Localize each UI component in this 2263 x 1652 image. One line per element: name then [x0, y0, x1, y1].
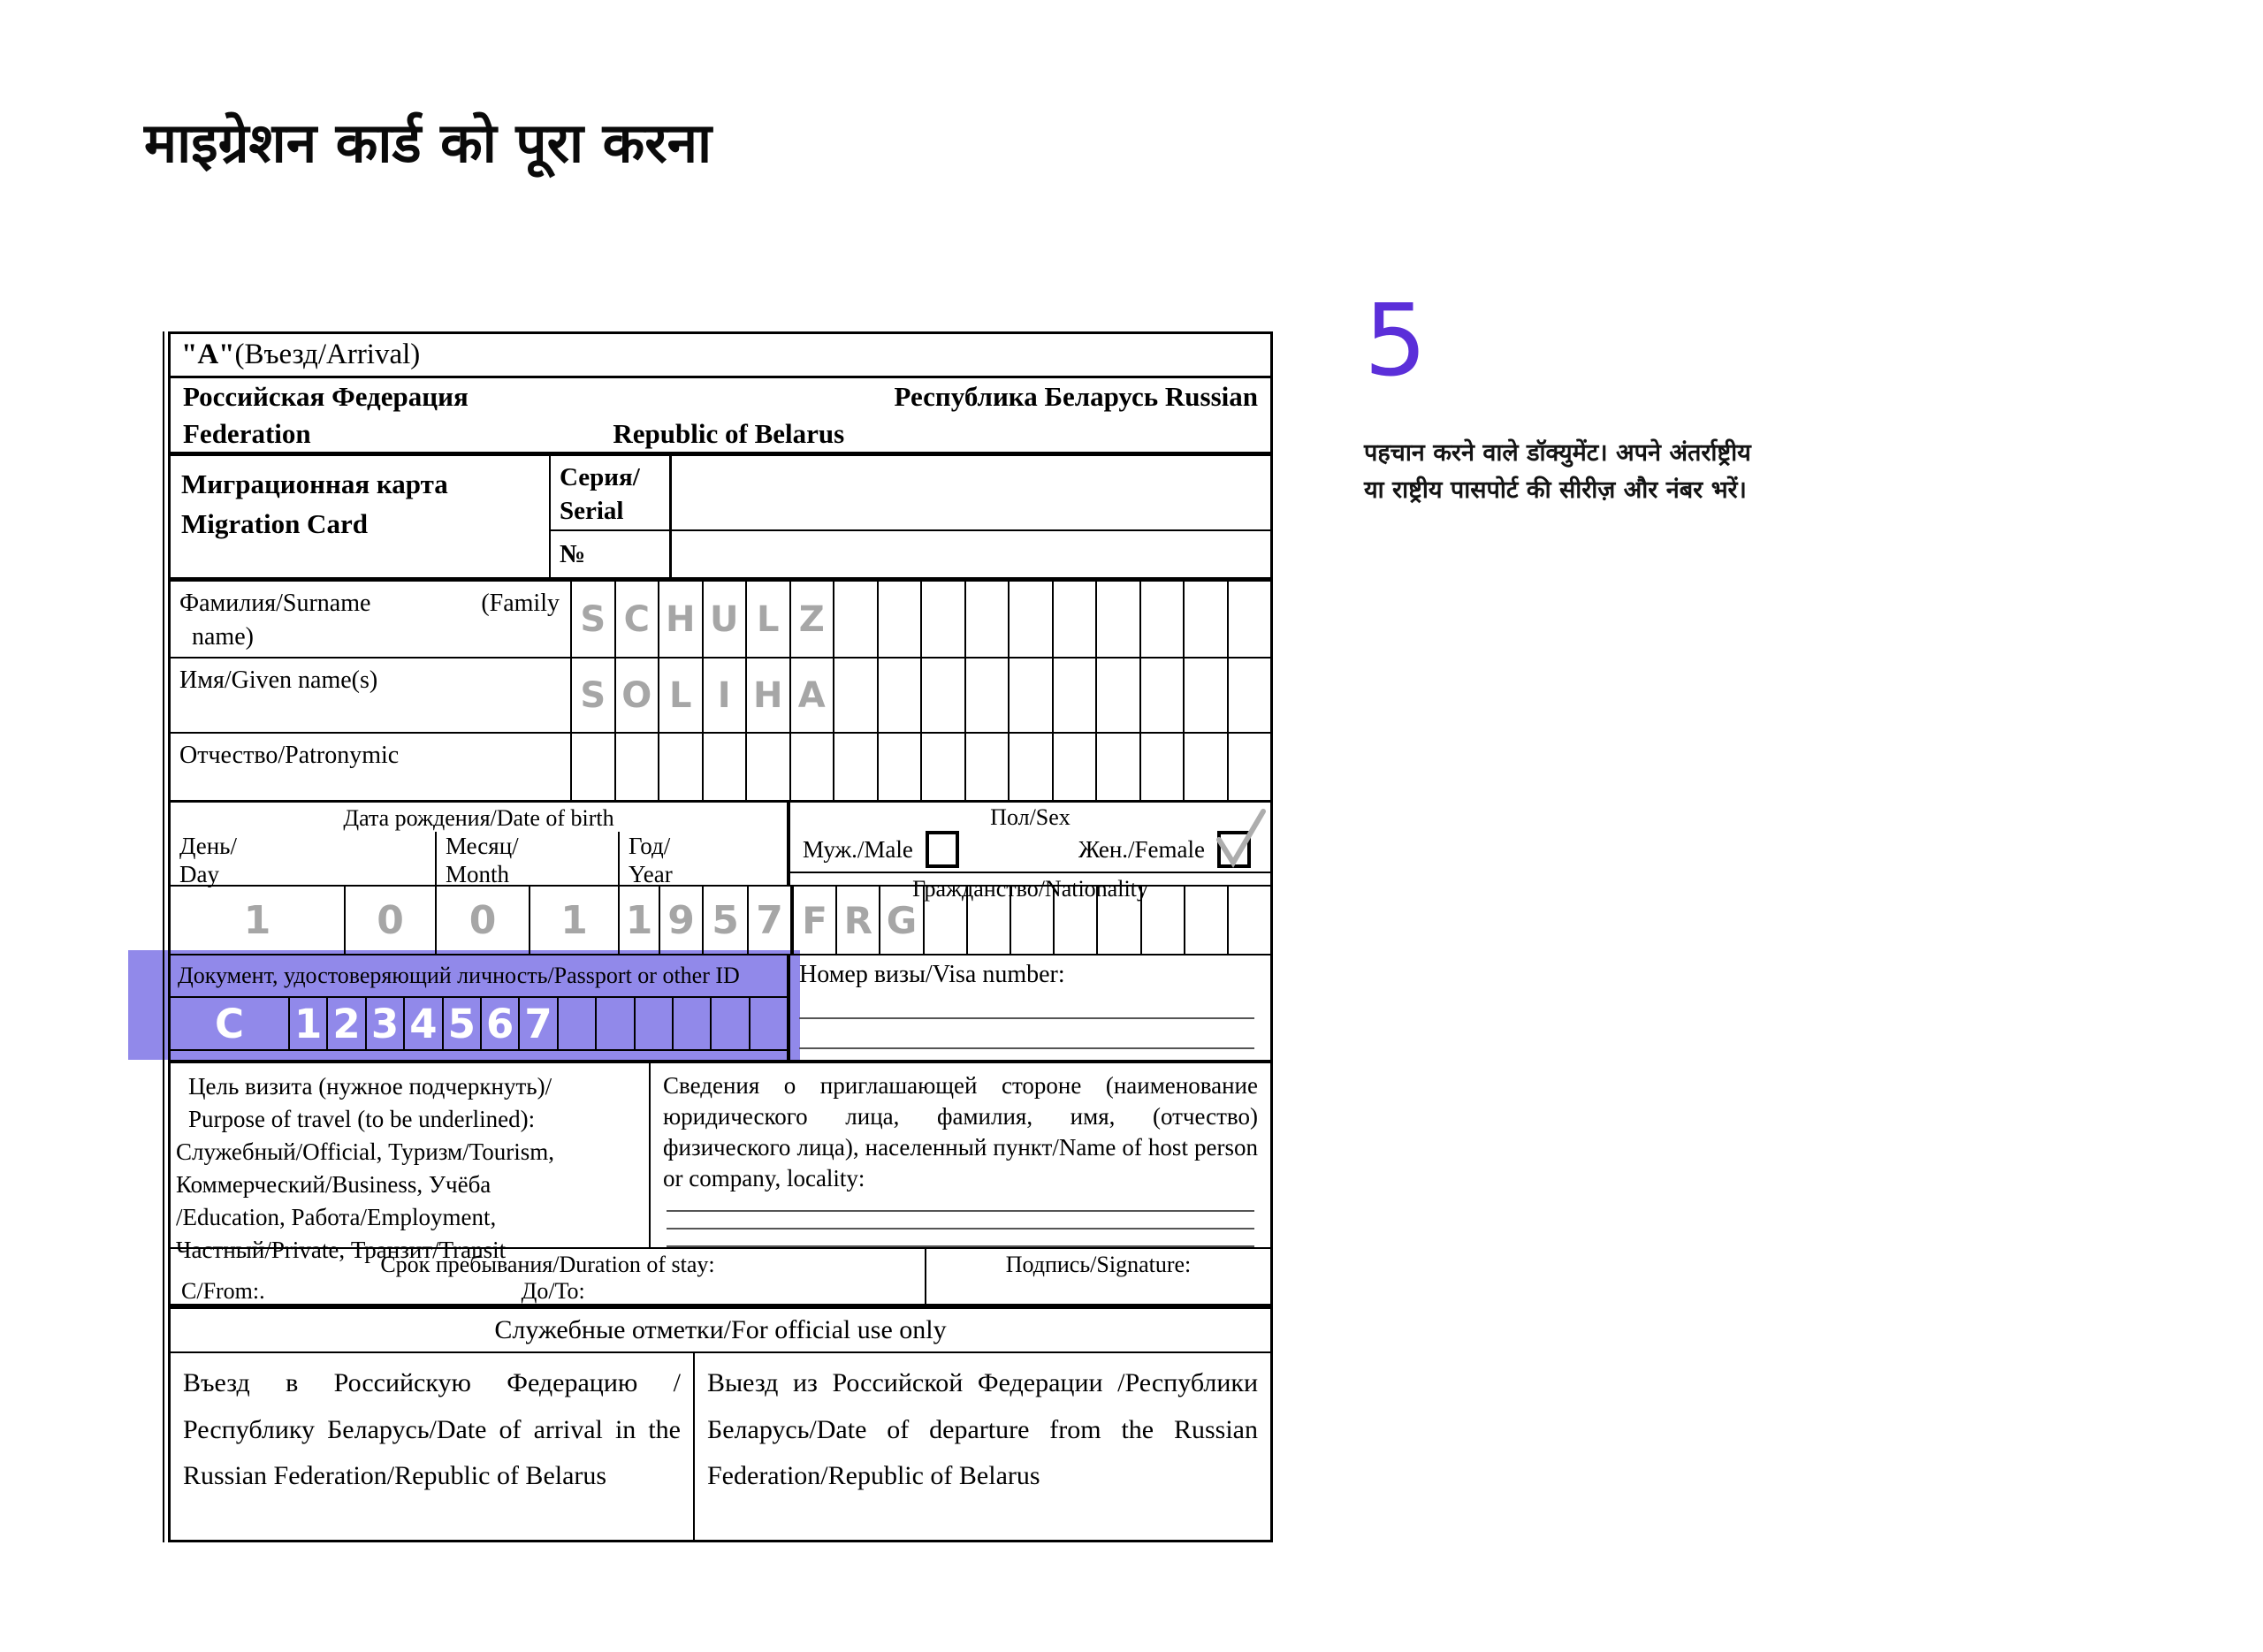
grid-cell: 1 [288, 998, 326, 1049]
country-en-belarus: Republic of Belarus [613, 417, 845, 449]
grid-cell: H [745, 659, 789, 732]
grid-cell [1227, 734, 1271, 800]
passport-visa-row [171, 955, 1270, 1063]
purpose-section [171, 1063, 651, 1264]
duration-signature-row [171, 1249, 1270, 1309]
grid-cell [833, 582, 877, 657]
country-en-federation: Federation [183, 417, 311, 449]
check-mark-icon [1214, 808, 1269, 870]
grid-cell [920, 659, 964, 732]
day-label-ru: День/ [179, 833, 237, 859]
passport-value-cells [171, 996, 787, 1051]
grid-cell [877, 582, 921, 657]
grid-cell: S [580, 598, 606, 640]
visa-section [790, 955, 1270, 1060]
host-write-line[interactable] [667, 1212, 1254, 1229]
grid-cell: H [658, 582, 702, 657]
country-line-1 [183, 378, 1258, 415]
duration-header: Срок пребывания/Duration of stay: [380, 1252, 715, 1277]
grid-cell [1008, 659, 1052, 732]
grid-cell [1052, 582, 1096, 657]
grid-cell [964, 659, 1009, 732]
grid-cell [634, 998, 672, 1049]
to-label: До/То: [521, 1278, 585, 1304]
grid-cell [1008, 734, 1052, 800]
grid-cell: 5 [442, 998, 480, 1049]
signature-label: Подпись/Signature: [1005, 1252, 1192, 1277]
sex-options [790, 831, 1270, 872]
arrival-date-cell: Въезд в Российскую Федерацию /Республику Беларусь/Date of arrival in the Russian Federation/Republic of Belarus [171, 1353, 695, 1540]
migration-card-label-en: Migration Card [181, 507, 368, 539]
grid-cell [920, 734, 964, 800]
grid-cell: L [745, 582, 789, 657]
grid-cell [1053, 887, 1096, 954]
step-number: 5 [1364, 284, 1428, 399]
surname-row [171, 582, 1270, 659]
surname-label-main: Фамилия/Surname [179, 590, 371, 617]
grid-cell [595, 998, 633, 1049]
purpose-line: Частный/Private, Транзит/Transit [176, 1237, 507, 1264]
grid-cell [614, 734, 659, 800]
grid-cell: O [614, 659, 659, 732]
month-digit-cell: 1 [529, 887, 618, 954]
page-title: माइग्रेशन कार्ड को पूरा करना [144, 110, 712, 175]
sex-male-option [803, 831, 959, 868]
migration-card-form [168, 331, 1273, 1542]
grid-cell [1008, 582, 1052, 657]
grid-cell [1095, 582, 1139, 657]
male-checkbox[interactable] [926, 831, 959, 868]
year-label-en: Year [629, 861, 673, 888]
grid-cell [1010, 887, 1053, 954]
grid-cell: G [879, 887, 922, 954]
grid-cell [1139, 734, 1184, 800]
grid-cell [877, 659, 921, 732]
grid-cell: Z [789, 582, 834, 657]
dob-header: Дата рождения/Date of birth [343, 805, 614, 831]
migration-card-row [171, 456, 1270, 582]
surname-label [171, 582, 572, 657]
year-digit-cell: 7 [747, 887, 790, 954]
duration-fields [171, 1278, 925, 1305]
dob-value-cells [171, 887, 790, 954]
host-write-line[interactable] [667, 1194, 1254, 1212]
female-checkbox[interactable] [1217, 831, 1251, 868]
country-header-row [171, 378, 1270, 456]
grid-cell: U [702, 582, 746, 657]
passport-label: Документ, удостоверяющий личность/Passport or other ID [178, 963, 740, 988]
host-label: Сведения о приглашающей стороне (наименование юридического лица, фамилия, имя, (отчество) физического лица), населенный пункт/Name of host person or company, locality: [663, 1072, 1258, 1192]
grid-cell [1227, 582, 1271, 657]
grid-cell [833, 659, 877, 732]
grid-cell [658, 734, 702, 800]
official-use-row: Служебные отметки/For official use only [171, 1309, 1270, 1353]
grid-cell [702, 734, 746, 800]
visa-label: Номер визы/Visa number: [799, 961, 1065, 988]
serial-label [551, 456, 669, 531]
month-digit-cell: 0 [435, 887, 529, 954]
year-label [618, 832, 787, 889]
day-label [171, 832, 435, 889]
country-line-2 [183, 415, 1258, 453]
from-label: С/From:. [181, 1278, 265, 1304]
grid-cell [1183, 659, 1227, 732]
purpose-line: /Education, Работа/Employment, [176, 1204, 497, 1231]
grid-cell [1183, 582, 1227, 657]
purpose-line: Цель визита (нужное подчеркнуть)/ [188, 1073, 552, 1100]
duration-section [171, 1249, 926, 1304]
grid-cell: R [835, 887, 879, 954]
month-label-ru: Месяц/ [446, 833, 519, 859]
grid-cell [1052, 659, 1096, 732]
arrival-departure-row [171, 1353, 1270, 1540]
purpose-host-row [171, 1063, 1270, 1264]
grid-cell: 6 [480, 998, 518, 1049]
migration-card-label [171, 456, 551, 577]
serial-value-area [672, 456, 1270, 577]
female-label: Жен./Female [1078, 835, 1205, 863]
grid-cell [1139, 582, 1184, 657]
visa-write-line[interactable] [799, 1019, 1254, 1049]
grid-cell [789, 734, 834, 800]
number-value-field[interactable] [672, 531, 1270, 577]
grid-cell [1096, 887, 1139, 954]
passport-section [171, 955, 790, 1060]
patronymic-row [171, 734, 1270, 803]
purpose-line: Служебный/Official, Туризм/Tourism, [176, 1138, 554, 1166]
grid-cell [1227, 887, 1270, 954]
grid-cell [920, 582, 964, 657]
nationality-label: Гражданство/Nationality [790, 872, 1270, 902]
dob-section [171, 803, 790, 888]
sex-section [790, 803, 1270, 902]
patronymic-label: Отчество/Patronymic [171, 734, 572, 800]
dob-sex-row [171, 803, 1270, 902]
given-name-row [171, 659, 1270, 734]
departure-date-cell: Выезд из Российской Федерации /Республики Беларусь/Date of departure from the Russian Federation/Republic of Belarus [707, 1368, 1258, 1490]
grid-cell [1183, 734, 1227, 800]
arrival-type-label: (Въезд/Arrival) [234, 339, 421, 370]
grid-cell [877, 734, 921, 800]
migration-card-label-ru: Миграционная карта [181, 468, 448, 499]
patronymic-value-cells [572, 734, 1270, 800]
step-description: पहचान करने वाले डॉक्युमेंट। अपने अंतर्राष्ट्रीय या राष्ट्रीय पासपोर्ट की सीरीज़ और नंबर भरें। [1364, 439, 1751, 504]
grid-cell: 3 [365, 998, 403, 1049]
grid-cell [1095, 734, 1139, 800]
grid-cell: A [789, 659, 834, 732]
grid-cell: S [580, 674, 606, 716]
dob-columns [171, 832, 787, 889]
day-digit-cell: 0 [344, 887, 435, 954]
dob-values-row [171, 887, 1270, 955]
day-digit-cell: 1 [243, 897, 271, 943]
passport-number-cells [288, 998, 787, 1049]
grid-cell [833, 734, 877, 800]
male-label: Муж./Male [803, 835, 913, 863]
grid-cell: 7 [518, 998, 556, 1049]
given-name-value-cells [572, 659, 1270, 732]
sex-header: Пол/Sex [990, 804, 1071, 830]
grid-cell [745, 734, 789, 800]
grid-cell [1227, 659, 1271, 732]
grid-cell [557, 998, 595, 1049]
grid-cell: F [802, 898, 827, 942]
grid-cell [964, 734, 1009, 800]
given-name-label: Имя/Given name(s) [171, 659, 572, 732]
purpose-line: Коммерческий/Business, Учёба [176, 1171, 491, 1199]
year-digit-cell: 9 [659, 887, 702, 954]
surname-label-family: (Family [481, 590, 560, 617]
grid-cell [964, 582, 1009, 657]
serial-label-cell [551, 456, 672, 577]
serial-label-en: Serial [560, 496, 624, 525]
grid-cell: L [658, 659, 702, 732]
grid-cell [710, 998, 748, 1049]
day-label-en: Day [179, 861, 219, 888]
number-label: № [560, 540, 586, 568]
grid-cell [966, 887, 1010, 954]
serial-value-field[interactable] [672, 456, 1270, 531]
host-write-line[interactable] [667, 1229, 1254, 1247]
passport-series-cell: C [214, 1000, 245, 1047]
grid-cell [1052, 734, 1096, 800]
grid-cell: C [614, 582, 659, 657]
arrival-type-row [171, 334, 1270, 378]
visa-write-line[interactable] [799, 989, 1254, 1019]
year-label-ru: Год/ [629, 833, 671, 859]
month-label-en: Month [446, 861, 510, 888]
arrival-type-letter: "А" [181, 339, 235, 370]
year-digit-cell: 5 [702, 887, 747, 954]
sex-female-option [1078, 831, 1251, 868]
grid-cell [923, 887, 966, 954]
serial-label-ru: Серия/ [560, 463, 640, 491]
country-ru-belarus: Республика Беларусь Russian [894, 380, 1258, 412]
grid-cell [1140, 887, 1184, 954]
grid-cell [672, 998, 710, 1049]
grid-cell [1184, 887, 1227, 954]
grid-cell [749, 998, 787, 1049]
grid-cell: I [702, 659, 746, 732]
year-digit-cell: 1 [618, 887, 659, 954]
month-label [435, 832, 618, 889]
surname-label-name: name) [192, 622, 254, 651]
host-section [651, 1063, 1270, 1247]
nationality-value-cells [790, 887, 1270, 954]
surname-value-cells [572, 582, 1270, 657]
grid-cell [1139, 659, 1184, 732]
grid-cell [572, 734, 614, 800]
grid-cell: 4 [403, 998, 441, 1049]
grid-cell: 2 [326, 998, 364, 1049]
country-ru-federation: Российская Федерация [183, 380, 469, 412]
grid-cell [1095, 659, 1139, 732]
purpose-line: Purpose of travel (to be underlined): [188, 1106, 536, 1133]
